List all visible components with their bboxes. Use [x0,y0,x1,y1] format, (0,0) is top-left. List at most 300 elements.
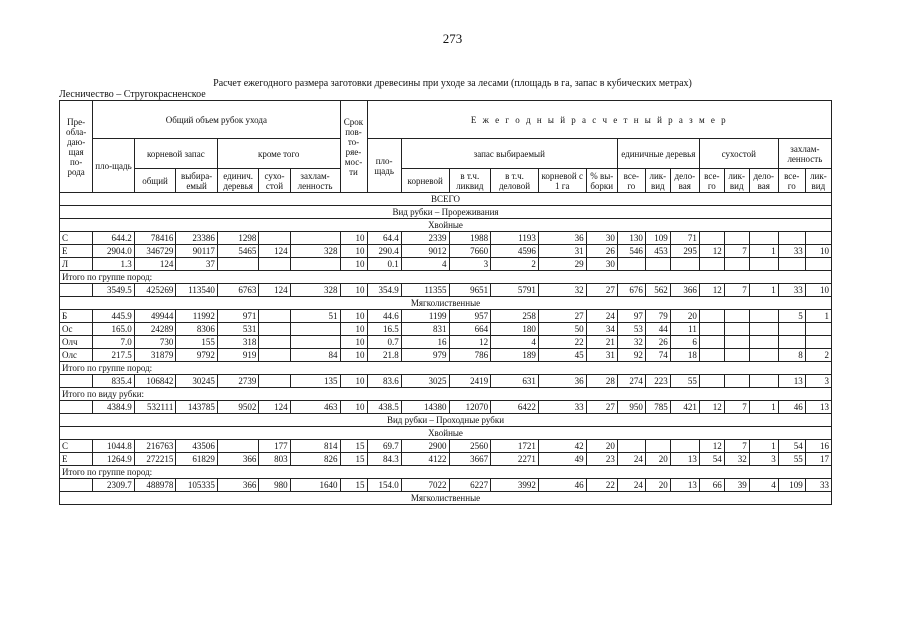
value-cell: 272215 [134,453,176,466]
section-heading-row [60,193,832,206]
value-cell: 8306 [176,323,218,336]
value-cell: 8 [778,349,805,362]
header-dry: сухо-стой [259,169,290,193]
value-cell [699,375,724,388]
value-cell: 366 [217,453,259,466]
value-cell: 980 [259,479,290,492]
value-cell [724,349,749,362]
subtotal-label-row [60,466,832,479]
value-cell: 55 [670,375,699,388]
table-row [60,375,832,388]
header-root-stock: корневой запас [134,139,217,169]
value-cell: 223 [645,375,670,388]
value-cell: 10 [340,258,367,271]
value-cell [699,232,724,245]
subtotal-label-row [60,388,832,401]
value-cell: 39 [724,479,749,492]
value-cell: 3992 [491,479,539,492]
value-cell [749,258,778,271]
value-cell [805,323,831,336]
species-cell: Е [60,453,93,466]
value-cell: 11992 [176,310,218,323]
value-cell: 979 [401,349,449,362]
species-cell: С [60,440,93,453]
header-term: Срок пов-то-ряе-мос-ти [340,101,367,193]
value-cell: 10 [805,284,831,297]
header-dry-annual: сухостой [699,139,778,169]
value-cell: 295 [670,245,699,258]
value-cell: 28 [586,375,617,388]
value-cell [724,375,749,388]
value-cell: 950 [617,401,645,414]
value-cell: 9502 [217,401,259,414]
value-cell: 177 [259,440,290,453]
value-cell: 79 [645,310,670,323]
value-cell: 13 [778,375,805,388]
subtotal-label: Итого по виду рубки: [60,388,832,401]
value-cell [290,323,340,336]
value-cell: 20 [670,310,699,323]
value-cell: 1.3 [93,258,135,271]
value-cell: 30 [586,232,617,245]
value-cell: 1 [749,401,778,414]
value-cell: 109 [645,232,670,245]
value-cell: 10 [340,232,367,245]
value-cell: 130 [617,232,645,245]
value-cell: 3 [749,453,778,466]
subtotal-label-row [60,362,832,375]
value-cell: 78416 [134,232,176,245]
value-cell [749,232,778,245]
value-cell: 2271 [491,453,539,466]
value-cell [805,336,831,349]
value-cell: 10 [340,349,367,362]
value-cell: 180 [491,323,539,336]
value-cell: 26 [645,336,670,349]
value-cell: 786 [449,349,491,362]
section-heading: Мягколиственные [60,297,832,310]
value-cell: 61829 [176,453,218,466]
value-cell: 46 [778,401,805,414]
value-cell: 453 [645,245,670,258]
value-cell: 10 [340,401,367,414]
value-cell [259,336,290,349]
value-cell: 258 [491,310,539,323]
value-cell: 10 [340,310,367,323]
value-cell: 26 [586,245,617,258]
value-cell: 1 [749,440,778,453]
value-cell: 2309.7 [93,479,135,492]
document-title: Расчет ежегодного размера заготовки древесины при уходе за лесами (площадь в га, запас в кубических метрах) [213,78,692,89]
value-cell: 23386 [176,232,218,245]
value-cell: 43506 [176,440,218,453]
value-cell: 34 [586,323,617,336]
value-cell: 354.9 [367,284,401,297]
value-cell: 106842 [134,375,176,388]
value-cell [778,336,805,349]
value-cell: 957 [449,310,491,323]
value-cell: 2 [491,258,539,271]
section-heading-row [60,427,832,440]
value-cell: 74 [645,349,670,362]
value-cell [699,336,724,349]
value-cell: 803 [259,453,290,466]
value-cell: 27 [586,401,617,414]
table-row [60,323,832,336]
value-cell: 54 [778,440,805,453]
value-cell: 124 [134,258,176,271]
value-cell: 7 [724,284,749,297]
value-cell [778,258,805,271]
value-cell: 835.4 [93,375,135,388]
value-cell: 64.4 [367,232,401,245]
value-cell [259,258,290,271]
value-cell: 274 [617,375,645,388]
value-cell: 10 [340,323,367,336]
value-cell: 32 [617,336,645,349]
value-cell: 51 [290,310,340,323]
value-cell: 42 [538,440,586,453]
value-cell: 13 [805,401,831,414]
species-cell [60,375,93,388]
section-heading-row [60,414,832,427]
value-cell: 189 [491,349,539,362]
value-cell: 10 [340,245,367,258]
value-cell: 5 [778,310,805,323]
table-row [60,258,832,271]
section-heading: Хвойные [60,219,832,232]
header-species: Пре-обла-даю-щая по-рода [60,101,93,193]
value-cell: 97 [617,310,645,323]
value-cell [699,258,724,271]
value-cell: 328 [290,284,340,297]
section-heading: Вид рубки – Прореживания [60,206,832,219]
value-cell: 55 [778,453,805,466]
value-cell [749,310,778,323]
species-cell: Ос [60,323,93,336]
table-row [60,310,832,323]
value-cell: 84 [290,349,340,362]
value-cell: 33 [778,245,805,258]
species-cell: Л [60,258,93,271]
value-cell: 1721 [491,440,539,453]
header-litter: захлам-ленность [290,169,340,193]
value-cell: 15 [340,479,367,492]
value-cell [749,336,778,349]
value-cell: 785 [645,401,670,414]
value-cell: 1 [749,284,778,297]
value-cell: 45 [538,349,586,362]
value-cell: 3549.5 [93,284,135,297]
value-cell: 1988 [449,232,491,245]
value-cell: 676 [617,284,645,297]
header-business: дело-вая [670,169,699,193]
value-cell: 69.7 [367,440,401,453]
value-cell: 7022 [401,479,449,492]
header-total-volume: Общий объем рубок ухода [93,101,340,139]
value-cell: 24 [617,479,645,492]
value-cell: 2560 [449,440,491,453]
value-cell: 14380 [401,401,449,414]
section-heading-row [60,206,832,219]
header-root-selected: выбира-емый [176,169,218,193]
value-cell: 3667 [449,453,491,466]
section-heading: Мягколиственные [60,492,832,505]
value-cell [749,349,778,362]
species-cell: Олс [60,349,93,362]
value-cell: 1044.8 [93,440,135,453]
table-body [60,193,832,505]
value-cell: 644.2 [93,232,135,245]
value-cell: 13 [670,479,699,492]
value-cell: 16 [805,440,831,453]
value-cell: 20 [645,479,670,492]
section-heading: Вид рубки – Проходные рубки [60,414,832,427]
value-cell: 30 [586,258,617,271]
value-cell: 7 [724,401,749,414]
value-cell [617,258,645,271]
value-cell: 7 [724,440,749,453]
header-liquid-3: лик-вид [805,169,831,193]
page-number: 273 [442,31,463,46]
table-row [60,401,832,414]
section-heading-row [60,297,832,310]
value-cell: 33 [805,479,831,492]
value-cell: 290.4 [367,245,401,258]
value-cell: 631 [491,375,539,388]
forestry-label: Лесничество – Стругокрасненское [59,89,206,100]
value-cell: 10 [805,245,831,258]
value-cell: 425269 [134,284,176,297]
value-cell: 9012 [401,245,449,258]
value-cell: 216763 [134,440,176,453]
value-cell: 50 [538,323,586,336]
value-cell: 4122 [401,453,449,466]
value-cell: 971 [217,310,259,323]
value-cell: 7 [724,245,749,258]
value-cell: 36 [538,375,586,388]
value-cell: 217.5 [93,349,135,362]
header-liquid-2: лик-вид [724,169,749,193]
value-cell: 155 [176,336,218,349]
species-cell: Олч [60,336,93,349]
value-cell: 6422 [491,401,539,414]
value-cell: 1 [805,310,831,323]
table-row [60,284,832,297]
value-cell: 546 [617,245,645,258]
value-cell: 24 [617,453,645,466]
value-cell: 109 [778,479,805,492]
value-cell: 11 [670,323,699,336]
value-cell: 54 [699,453,724,466]
header-all-2: все-го [699,169,724,193]
header-pct-selection: % вы-борки [586,169,617,193]
value-cell: 124 [259,245,290,258]
value-cell [724,232,749,245]
header-root-total: общий [134,169,176,193]
table-row [60,440,832,453]
value-cell: 438.5 [367,401,401,414]
value-cell: 3 [805,375,831,388]
value-cell [645,258,670,271]
value-cell: 664 [449,323,491,336]
species-cell: Е [60,245,93,258]
subtotal-label: Итого по группе пород: [60,271,832,284]
value-cell: 113540 [176,284,218,297]
value-cell: 445.9 [93,310,135,323]
value-cell: 1640 [290,479,340,492]
value-cell: 6227 [449,479,491,492]
value-cell: 124 [259,401,290,414]
value-cell: 3025 [401,375,449,388]
value-cell: 49 [538,453,586,466]
value-cell: 24289 [134,323,176,336]
value-cell [290,258,340,271]
value-cell [259,323,290,336]
value-cell: 12 [699,284,724,297]
value-cell: 2739 [217,375,259,388]
value-cell [670,258,699,271]
value-cell: 318 [217,336,259,349]
value-cell: 53 [617,323,645,336]
table-row [60,336,832,349]
value-cell: 20 [645,453,670,466]
value-cell [749,375,778,388]
value-cell: 21.8 [367,349,401,362]
value-cell: 92 [617,349,645,362]
species-cell [60,284,93,297]
value-cell: 30245 [176,375,218,388]
value-cell: 1298 [217,232,259,245]
header-business-2: дело-вая [749,169,778,193]
value-cell: 154.0 [367,479,401,492]
value-cell [699,349,724,362]
header-root: корневой [401,169,449,193]
value-cell [778,232,805,245]
value-cell: 4 [749,479,778,492]
value-cell: 27 [538,310,586,323]
value-cell: 826 [290,453,340,466]
value-cell: 6 [670,336,699,349]
value-cell: 463 [290,401,340,414]
value-cell: 4384.9 [93,401,135,414]
table-row [60,245,832,258]
value-cell [617,440,645,453]
value-cell: 1193 [491,232,539,245]
value-cell: 124 [259,284,290,297]
table-row [60,349,832,362]
value-cell: 12 [699,245,724,258]
value-cell: 90117 [176,245,218,258]
value-cell: 71 [670,232,699,245]
value-cell: 31 [538,245,586,258]
header-besides: кроме того [217,139,340,169]
value-cell: 12070 [449,401,491,414]
species-cell [60,401,93,414]
value-cell: 488978 [134,479,176,492]
header-root-per-ha: корневой с 1 га [538,169,586,193]
value-cell: 1264.9 [93,453,135,466]
value-cell: 2 [805,349,831,362]
value-cell: 29 [538,258,586,271]
value-cell: 0.7 [367,336,401,349]
value-cell: 1 [749,245,778,258]
value-cell: 16.5 [367,323,401,336]
value-cell: 1199 [401,310,449,323]
header-annual: Е ж е г о д н ы й р а с ч е т н ы й р а з м е р [367,101,832,139]
value-cell: 2904.0 [93,245,135,258]
value-cell: 46 [538,479,586,492]
value-cell: 36 [538,232,586,245]
value-cell: 10 [340,375,367,388]
value-cell: 33 [538,401,586,414]
value-cell: 22 [538,336,586,349]
value-cell [259,310,290,323]
value-cell: 919 [217,349,259,362]
value-cell [699,323,724,336]
value-cell: 9651 [449,284,491,297]
value-cell [724,336,749,349]
value-cell: 2339 [401,232,449,245]
value-cell: 421 [670,401,699,414]
value-cell: 6763 [217,284,259,297]
value-cell: 20 [586,440,617,453]
value-cell: 4 [491,336,539,349]
value-cell [259,349,290,362]
value-cell: 562 [645,284,670,297]
value-cell: 83.6 [367,375,401,388]
value-cell [259,232,290,245]
value-cell: 2419 [449,375,491,388]
value-cell: 105335 [176,479,218,492]
value-cell: 143785 [176,401,218,414]
value-cell [290,232,340,245]
header-incl-liquid: в т.ч. ликвид [449,169,491,193]
value-cell: 531 [217,323,259,336]
value-cell [805,232,831,245]
value-cell: 10 [340,284,367,297]
value-cell: 31 [586,349,617,362]
value-cell [724,258,749,271]
table-row [60,479,832,492]
value-cell: 4 [401,258,449,271]
value-cell: 66 [699,479,724,492]
section-heading-row [60,219,832,232]
value-cell: 328 [290,245,340,258]
value-cell: 23 [586,453,617,466]
species-cell [60,479,93,492]
header-area: пло-щадь [93,139,135,193]
section-heading: ВСЕГО [60,193,832,206]
section-heading-row [60,492,832,505]
header-stock-selected: запас выбираемый [401,139,617,169]
header-all: все-го [617,169,645,193]
value-cell: 44.6 [367,310,401,323]
subtotal-label-row [60,271,832,284]
value-cell: 13 [670,453,699,466]
value-cell: 0.1 [367,258,401,271]
value-cell: 9792 [176,349,218,362]
value-cell: 12 [699,401,724,414]
harvest-calculation-table [59,100,832,505]
species-cell: С [60,232,93,245]
table-row [60,453,832,466]
species-cell: Б [60,310,93,323]
value-cell [217,258,259,271]
value-cell: 3 [449,258,491,271]
value-cell: 21 [586,336,617,349]
value-cell: 37 [176,258,218,271]
